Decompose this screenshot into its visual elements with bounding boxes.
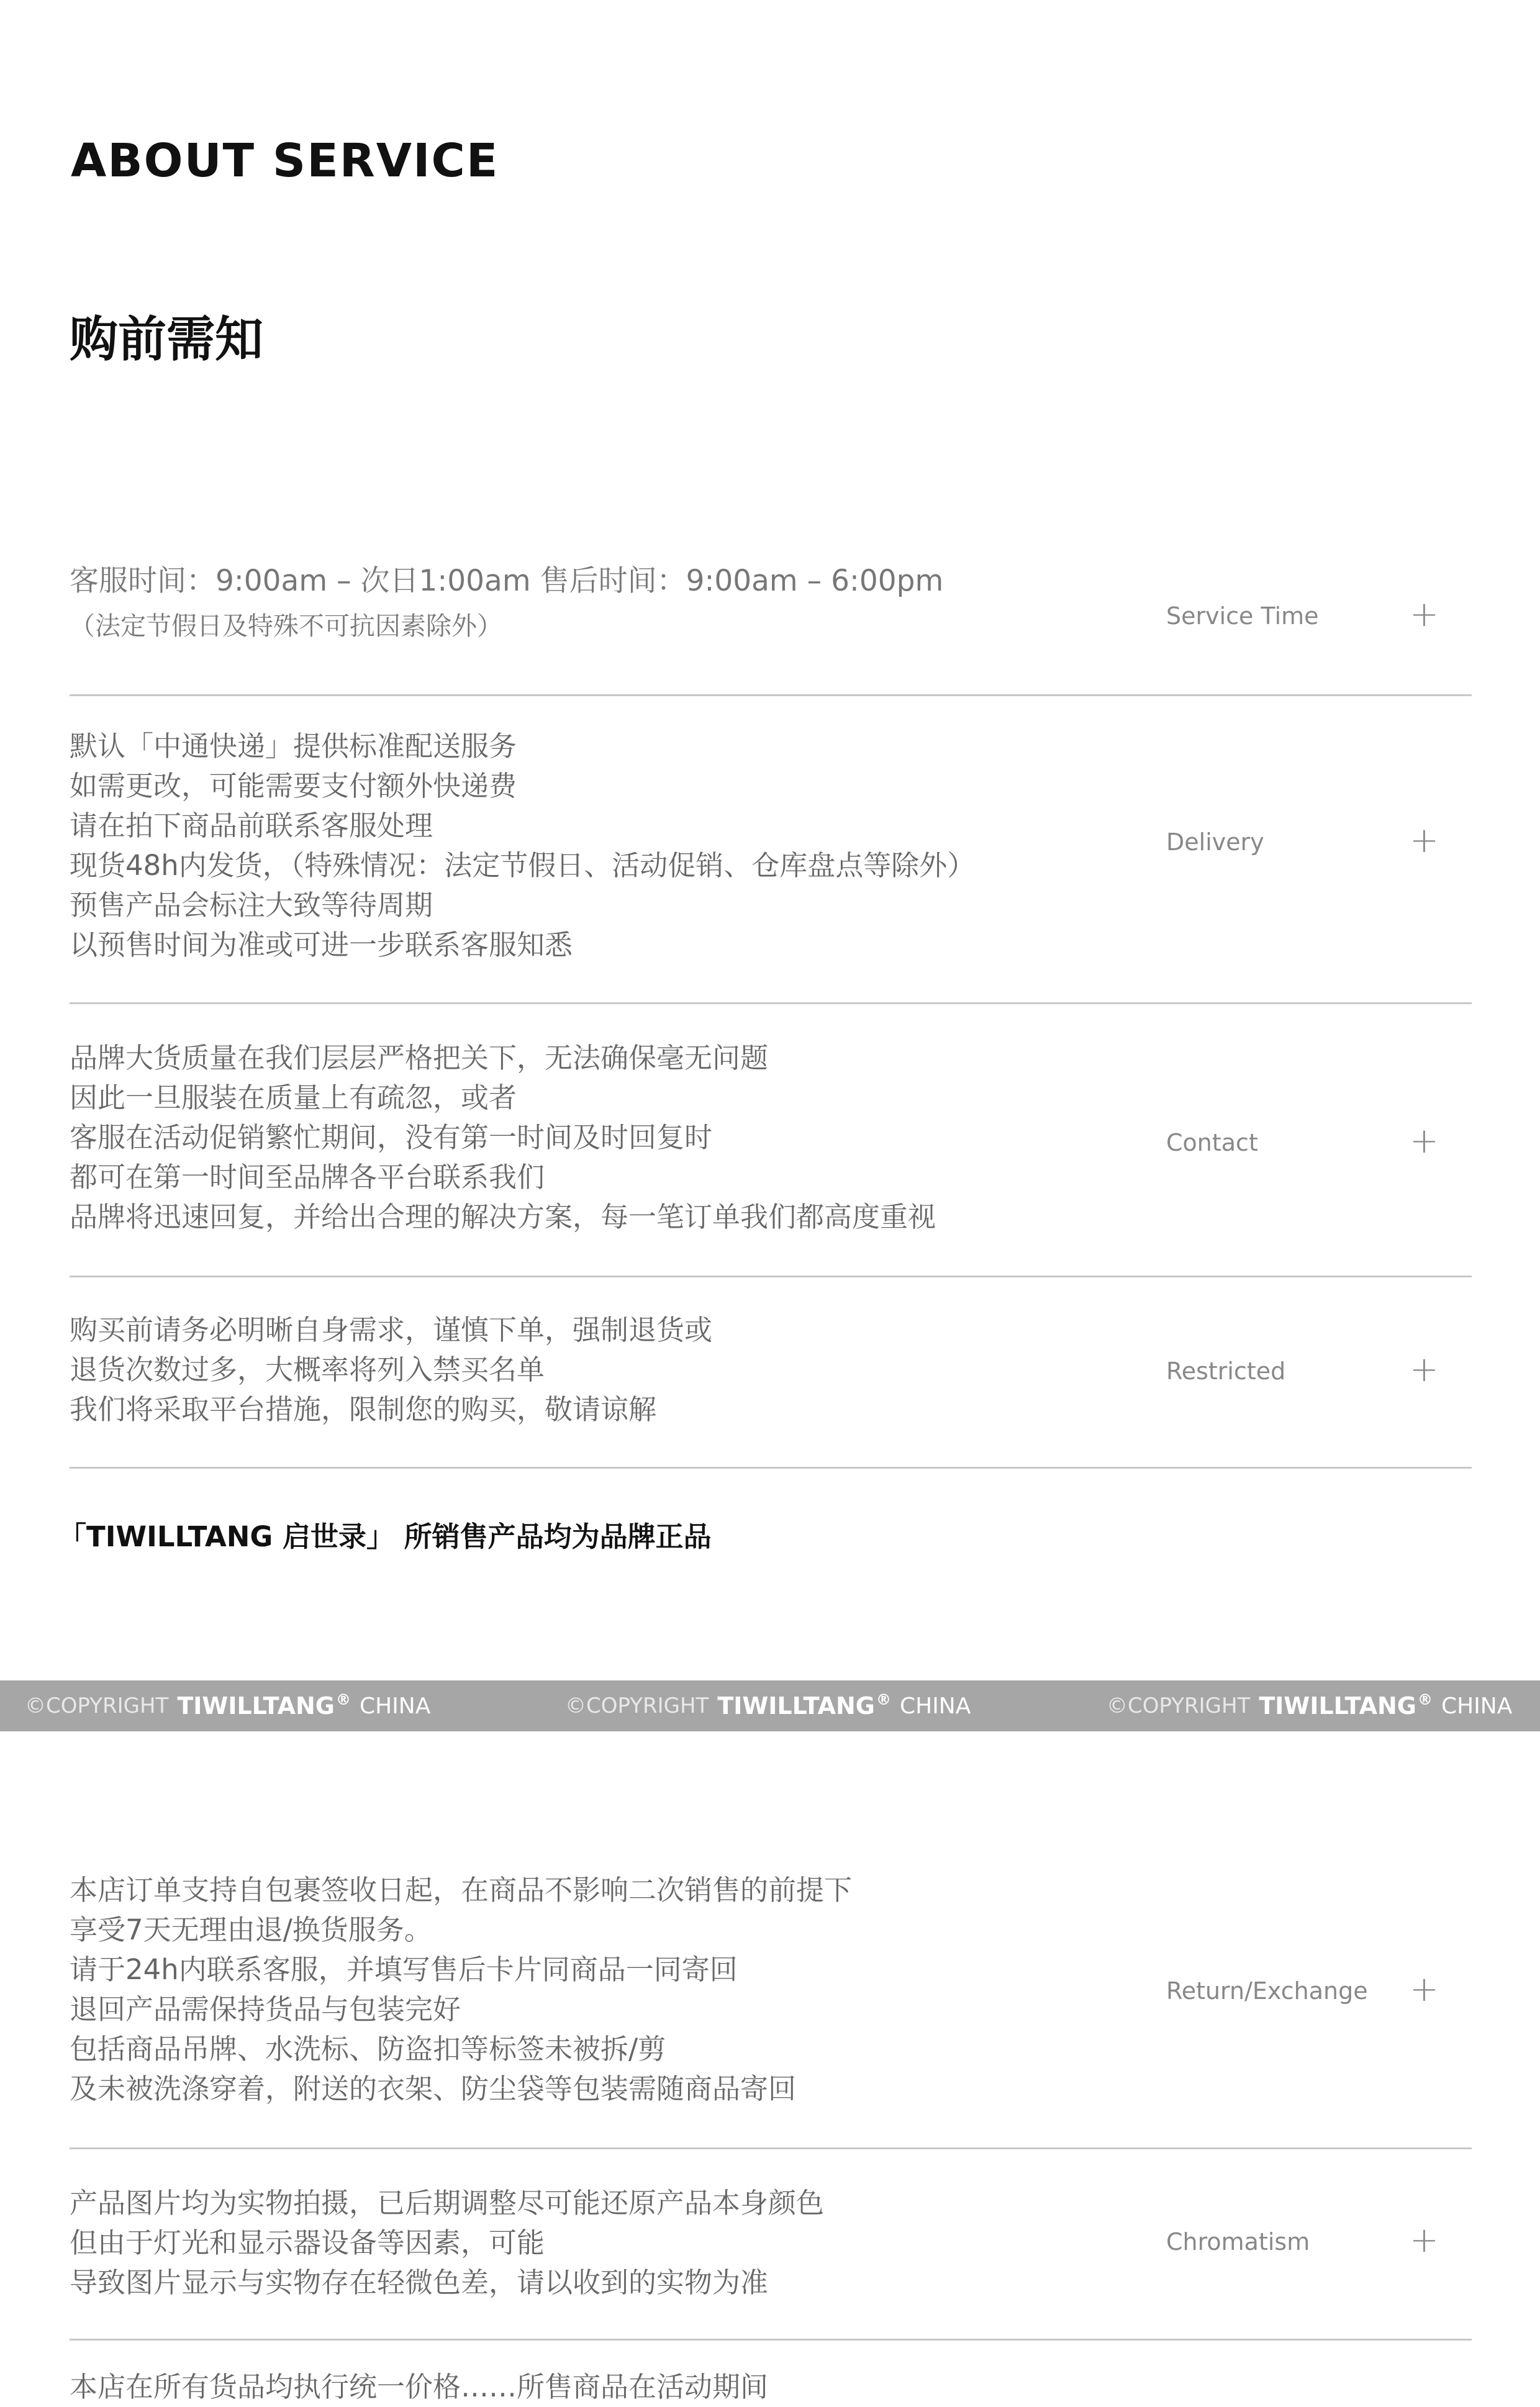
contact-line: 品牌大货质量在我们层层严格把关下，无法确保毫无问题 [70,1041,769,1074]
return-exchange-line: 享受7天无理由退/换货服务。 [70,1913,432,1946]
service-time-text [70,559,1125,648]
chromatism-expand-icon[interactable]: + [1410,2220,1439,2260]
return-exchange-line: 及未被洗涤穿着，附送的衣架、防尘袋等包装需随商品寄回 [70,2072,797,2105]
contact-line: 因此一旦服装在质量上有疏忽，或者 [70,1081,517,1114]
delivery-divider [70,1002,1472,1004]
return-exchange-line: 退回产品需保持货品与包装完好 [70,1993,461,2026]
delivery-label[interactable]: Delivery [1166,828,1264,856]
copyright-brand: TIWILLTANG [177,1692,335,1720]
page-title-cn: 购前需知 [70,312,264,368]
return-exchange-expand-icon[interactable]: + [1410,1969,1439,2010]
copyright-suffix: CHINA [359,1693,431,1719]
copyright-suffix: CHINA [1441,1693,1513,1719]
delivery-line: 现货48h内发货，（特殊情况：法定节假日、活动促销、仓库盘点等除外） [70,849,976,882]
chromatism-text [70,2183,1138,2303]
chromatism-label[interactable]: Chromatism [1166,2228,1310,2255]
contact-text [70,1038,1138,1237]
service-time-label[interactable]: Service Time [1166,602,1319,630]
authentic-products-note: 「TIWILLTANG 启世录」 所销售产品均为品牌正品 [58,1520,712,1553]
contact-line: 客服在活动促销繁忙期间，没有第一时间及时回复时 [70,1121,713,1154]
copyright-brand: TIWILLTANG [1259,1692,1416,1720]
contact-label[interactable]: Contact [1166,1129,1258,1156]
service-time-divider [70,694,1472,696]
restricted-divider [70,1467,1472,1469]
cut-off-text-line: 本店在所有货品均执行统一价格……所售商品在活动期间 [70,2370,769,2403]
service-time-expand-icon[interactable]: + [1410,594,1439,635]
copyright-brand: TIWILLTANG [717,1692,875,1720]
registered-mark: ® [335,1691,351,1708]
delivery-line: 默认「中通快递」提供标准配送服务 [70,730,517,763]
copyright-banner [0,1680,1540,1731]
delivery-expand-icon[interactable]: + [1410,820,1439,861]
copyright-prefix: ©COPYRIGHT [565,1693,709,1718]
delivery-line: 如需更改，可能需要支付额外快递费 [70,769,517,802]
chromatism-line: 导致图片显示与实物存在轻微色差，请以收到的实物为准 [70,2266,769,2299]
copyright-item [25,1680,430,1731]
restricted-text [70,1310,1138,1430]
page-title-en: ABOUT SERVICE [71,134,499,188]
restricted-expand-icon[interactable]: + [1410,1349,1439,1390]
return-exchange-line: 包括商品吊牌、水洗标、防盗扣等标签未被拆/剪 [70,2033,666,2065]
copyright-item [565,1680,971,1731]
return-exchange-label[interactable]: Return/Exchange [1166,1977,1368,2005]
copyright-prefix: ©COPYRIGHT [1107,1693,1251,1718]
restricted-line: 我们将采取平台措施，限制您的购买，敬请谅解 [70,1393,657,1426]
restricted-label[interactable]: Restricted [1166,1358,1286,1385]
return-exchange-line: 请于24h内联系客服，并填写售后卡片同商品一同寄回 [70,1953,738,1986]
registered-mark: ® [876,1691,891,1708]
return-exchange-text [70,1870,1138,2109]
contact-line: 品牌将迅速回复，并给出合理的解决方案，每一笔订单我们都高度重视 [70,1200,936,1233]
delivery-line: 以预售时间为准或可进一步联系客服知悉 [70,928,573,961]
copyright-item [1107,1680,1512,1731]
chromatism-line: 产品图片均为实物拍摄，已后期调整尽可能还原产品本身颜色 [70,2187,825,2219]
contact-line: 都可在第一时间至品牌各平台联系我们 [70,1161,545,1194]
delivery-line: 请在拍下商品前联系客服处理 [70,809,433,842]
service-hours-line: 客服时间：9:00am – 次日1:00am 售后时间：9:00am – 6:00pm [70,564,944,598]
copyright-prefix: ©COPYRIGHT [25,1693,169,1718]
chromatism-divider [70,2339,1472,2341]
contact-divider [70,1276,1472,1277]
service-hours-note: （法定节假日及特殊不可抗因素除外） [70,611,502,641]
return-exchange-divider [70,2147,1472,2149]
restricted-line: 购买前请务必明晰自身需求，谨慎下单，强制退货或 [70,1313,713,1346]
delivery-text [70,727,1138,965]
contact-expand-icon[interactable]: + [1410,1121,1439,1161]
copyright-suffix: CHINA [899,1693,971,1719]
chromatism-line: 但由于灯光和显示器设备等因素，可能 [70,2226,545,2259]
registered-mark: ® [1417,1691,1433,1708]
delivery-line: 预售产品会标注大致等待周期 [70,889,433,922]
return-exchange-line: 本店订单支持自包裹签收日起，在商品不影响二次销售的前提下 [70,1874,853,1906]
restricted-line: 退货次数过多，大概率将列入禁买名单 [70,1353,545,1386]
